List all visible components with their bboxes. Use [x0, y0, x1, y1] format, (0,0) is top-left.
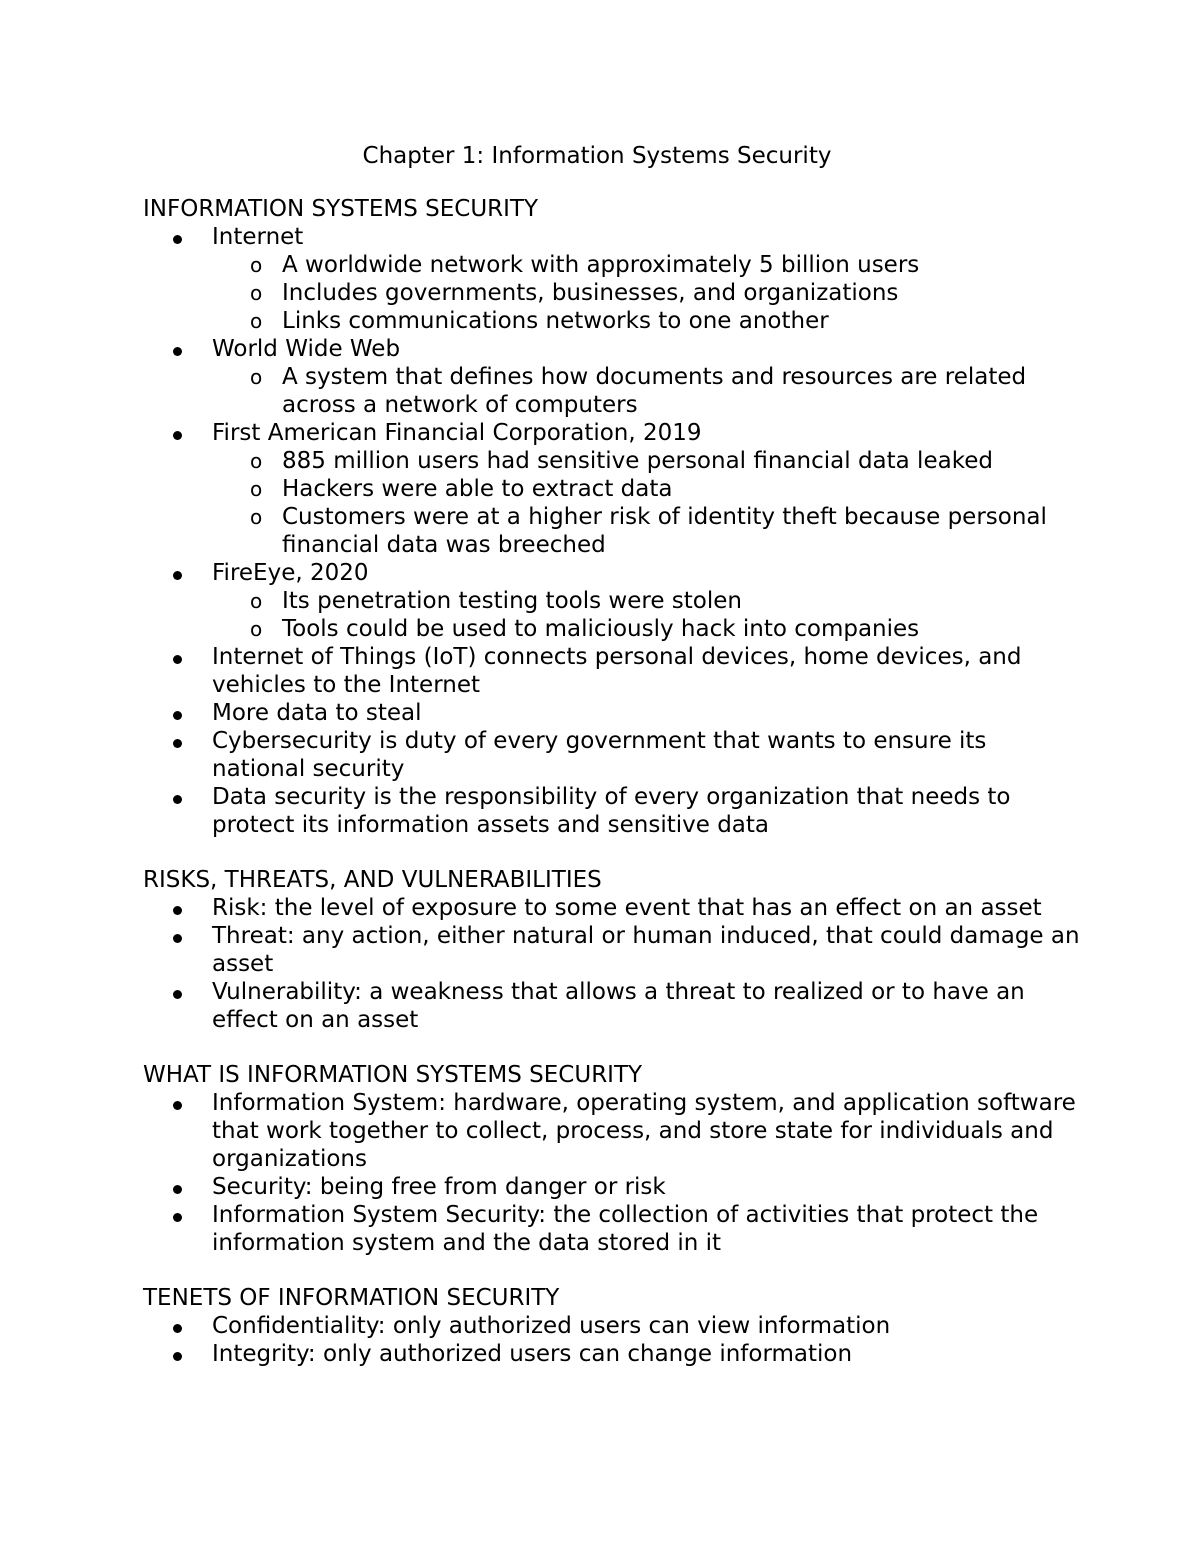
sub-list-item-text: Includes governments, businesses, and organizations — [282, 280, 899, 306]
sub-bullet-list — [143, 363, 1083, 419]
sub-list-item — [143, 503, 1083, 559]
bullet-dot-icon — [173, 655, 182, 664]
list-item-text: Internet — [212, 224, 304, 250]
sub-list-item — [143, 363, 1083, 419]
bullet-circle-icon: o — [250, 449, 263, 473]
bullet-dot-icon — [173, 906, 182, 915]
section-heading: TENETS OF INFORMATION SECURITY — [143, 1285, 560, 1311]
section — [143, 866, 1083, 1034]
list-item-text: Confidentiality: only authorized users can view information — [212, 1313, 891, 1339]
bullet-circle-icon: o — [250, 617, 263, 641]
list-item — [143, 643, 1083, 699]
sub-bullet-list — [143, 251, 1083, 335]
list-item-text: FireEye, 2020 — [212, 560, 369, 586]
list-item — [143, 1089, 1083, 1173]
list-item-text: Information System: hardware, operating system, and application software that work together to collect, process, and store state for individuals and organizations — [212, 1090, 1076, 1172]
list-item-text: Integrity: only authorized users can change information — [212, 1341, 853, 1367]
bullet-list — [143, 1312, 1083, 1368]
bullet-dot-icon — [173, 1352, 182, 1361]
bullet-circle-icon: o — [250, 281, 263, 305]
sub-list-item-text: A worldwide network with approximately 5 billion users — [282, 252, 920, 278]
bullet-dot-icon — [173, 934, 182, 943]
sub-list-item — [143, 307, 1083, 335]
sub-list-item — [143, 615, 1083, 643]
bullet-dot-icon — [173, 431, 182, 440]
bullet-dot-icon — [173, 571, 182, 580]
list-item — [143, 1312, 1083, 1340]
sub-list-item — [143, 587, 1083, 615]
list-item-text: More data to steal — [212, 700, 422, 726]
bullet-dot-icon — [173, 1185, 182, 1194]
list-item — [143, 978, 1083, 1034]
list-item-text: Information System Security: the collection of activities that protect the information system and the data stored in it — [212, 1202, 1039, 1256]
list-item-text: Vulnerability: a weakness that allows a threat to realized or to have an effect on an asset — [212, 979, 1025, 1033]
section-heading: RISKS, THREATS, AND VULNERABILITIES — [143, 867, 602, 893]
list-item — [143, 699, 1083, 727]
list-item-text: World Wide Web — [212, 336, 401, 362]
list-item — [143, 1173, 1083, 1201]
sub-list-item-text: Links communications networks to one another — [282, 308, 829, 334]
list-item — [143, 894, 1083, 922]
sub-list-item-text: Hackers were able to extract data — [282, 476, 673, 502]
bullet-list — [143, 223, 1083, 839]
section-heading: WHAT IS INFORMATION SYSTEMS SECURITY — [143, 1062, 643, 1088]
bullet-circle-icon: o — [250, 309, 263, 333]
sub-list-item-text: Tools could be used to maliciously hack into companies — [282, 616, 920, 642]
list-item — [143, 727, 1083, 783]
sub-list-item — [143, 447, 1083, 475]
list-item — [143, 1340, 1083, 1368]
bullet-dot-icon — [173, 795, 182, 804]
list-item-text: Internet of Things (IoT) connects personal devices, home devices, and vehicles to the Internet — [212, 644, 1022, 698]
list-item — [143, 783, 1083, 839]
sub-list-item — [143, 251, 1083, 279]
bullet-circle-icon: o — [250, 253, 263, 277]
bullet-dot-icon — [173, 711, 182, 720]
sub-list-item — [143, 475, 1083, 503]
bullet-dot-icon — [173, 235, 182, 244]
sub-list-item-text: Its penetration testing tools were stolen — [282, 588, 742, 614]
bullet-dot-icon — [173, 1213, 182, 1222]
section — [143, 195, 1083, 839]
list-item-text: Security: being free from danger or risk — [212, 1174, 666, 1200]
list-item-text: Data security is the responsibility of every organization that needs to protect its information assets and sensitive data — [212, 784, 1011, 838]
section — [143, 1284, 1083, 1368]
list-item-text: First American Financial Corporation, 2019 — [212, 420, 702, 446]
list-item — [143, 335, 1083, 419]
list-item-text: Threat: any action, either natural or human induced, that could damage an asset — [212, 923, 1080, 977]
bullet-dot-icon — [173, 347, 182, 356]
bullet-circle-icon: o — [250, 477, 263, 501]
page-title: Chapter 1: Information Systems Security — [362, 143, 832, 169]
bullet-circle-icon: o — [250, 589, 263, 613]
list-item — [143, 419, 1083, 559]
bullet-dot-icon — [173, 1324, 182, 1333]
section-heading: INFORMATION SYSTEMS SECURITY — [143, 196, 539, 222]
sub-list-item-text: Customers were at a higher risk of identity theft because personal financial data was breeched — [282, 504, 1047, 558]
sub-list-item-text: A system that defines how documents and resources are related across a network of computers — [282, 364, 1027, 418]
list-item-text: Risk: the level of exposure to some event that has an effect on an asset — [212, 895, 1042, 921]
sub-bullet-list — [143, 447, 1083, 559]
sub-bullet-list — [143, 587, 1083, 643]
list-item — [143, 1201, 1083, 1257]
sub-list-item-text: 885 million users had sensitive personal financial data leaked — [282, 448, 993, 474]
bullet-list — [143, 1089, 1083, 1257]
bullet-circle-icon: o — [250, 505, 263, 529]
list-item — [143, 922, 1083, 978]
list-item — [143, 223, 1083, 335]
sub-list-item — [143, 279, 1083, 307]
list-item — [143, 559, 1083, 643]
bullet-dot-icon — [173, 990, 182, 999]
list-item-text: Cybersecurity is duty of every government that wants to ensure its national security — [212, 728, 987, 782]
document-body — [143, 195, 1083, 1368]
bullet-list — [143, 894, 1083, 1034]
bullet-dot-icon — [173, 1101, 182, 1110]
section — [143, 1061, 1083, 1257]
bullet-dot-icon — [173, 739, 182, 748]
bullet-circle-icon: o — [250, 365, 263, 389]
